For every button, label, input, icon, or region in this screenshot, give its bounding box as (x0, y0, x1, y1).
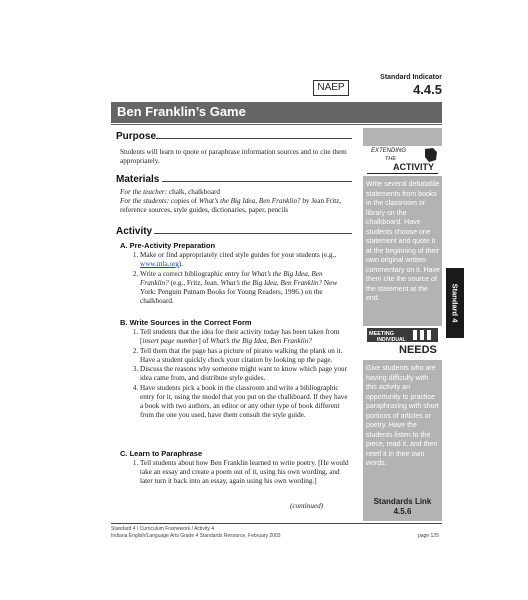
extending-activity-banner (363, 146, 442, 176)
banner-rule (367, 173, 438, 174)
section-c-title: C. Learn to Paraphrase (120, 449, 203, 458)
title-underline (111, 124, 442, 125)
meeting-word: MEETING (369, 331, 395, 337)
needs-text: Give students who are having difficulty with this activity an opportunity to practice paraphrasing with short portions of articles or poetry. Have the students listen to the piece, read it, and then retell it in their own words. (366, 365, 439, 467)
materials-heading: Materials (116, 174, 160, 185)
footer-line-2: Indiana English/Language Arts Grade 4 Standards Resource, February 2003 (111, 533, 281, 539)
section-a-list (126, 251, 350, 306)
purpose-rule (156, 138, 352, 139)
activity-word: ACTIVITY (393, 162, 435, 172)
extending-word: EXTENDING (371, 148, 407, 154)
list-item: 1. Tell students that the idea for their activity today has been taken from [insert page number] of What’s the Big Idea, Ben Franklin? (140, 328, 350, 346)
list-item: 3. Discuss the reasons why someone might want to know which page your idea came from, and distribute style guides. (140, 365, 350, 383)
section-b-list (126, 328, 350, 420)
naep-badge: NAEP (313, 80, 349, 96)
mla-link[interactable]: www.mla.org (140, 260, 179, 268)
page-title: Ben Franklin’s Game (117, 104, 246, 119)
footer-line-1: Standard 4 / Curriculum Framework / Activity 4 (111, 526, 215, 532)
footer-rule (111, 523, 442, 524)
list-item: 4. Have students pick a book in the classroom and write a bibliographic entry for it, using the model that you put on the chalkboard. If they have a book with two authors, an editor or any other type of book different from the one you used, have them consult the style guide. (140, 384, 350, 420)
section-c-list (126, 459, 350, 487)
needs-word: NEEDS (399, 344, 437, 356)
standard-tab-label: Standard 4 (450, 283, 460, 323)
standard-indicator-number: 4.4.5 (413, 82, 442, 97)
materials-rule (162, 181, 352, 182)
materials-students: For the students: copies of What’s the Big Idea, Ben Franklin? by Jean Fritz, reference sources, style guides, dictionaries, paper, pencils (120, 197, 342, 214)
list-item: 2. Write a correct bibliographic entry for What’s the Big Idea, Ben Franklin? (e.g., Fritz, Jean. What’s the Big Idea, Ben Franklin? New York: Penguin Putnam Books for Young Readers, 1996.) on the chalkboard. (140, 270, 350, 306)
list-item: 2. Tell them that the page has a picture of pirates walking the plank on it. Have a student quickly check your citation by looking up the page. (140, 347, 350, 365)
standard-tab (446, 268, 464, 338)
continued-label: (continued) (290, 502, 324, 510)
individual-word: INDIVIDUAL (377, 337, 406, 343)
materials-teacher: For the teacher: chalk, chalkboard (120, 188, 220, 196)
standards-link-label: Standards Link (373, 497, 432, 506)
extending-text: Write several debatable statements from books in the classroom or library on the chalkboard. Have students choose one statement and quote it at the beginning of their own original written commentary on it. Have them cite the source of the statement at the end. (366, 181, 440, 302)
section-b-title: B. Write Sources in the Correct Form (120, 318, 252, 327)
activity-heading: Activity (116, 226, 153, 237)
the-word: THE (385, 156, 396, 162)
purpose-text: Students will learn to quote or paraphrase information sources and to cite them appropriately. (120, 148, 347, 165)
section-a-title: A. Pre-Activity Preparation (120, 241, 216, 250)
purpose-heading: Purpose (116, 131, 157, 142)
standard-indicator-label: Standard Indicator (380, 74, 442, 81)
page-number: page 125 (418, 533, 439, 539)
meeting-needs-banner (363, 326, 442, 360)
standards-link-number: 4.5.6 (393, 507, 412, 516)
list-item: 1. Tell students about how Ben Franklin learned to write poetry. [He would take an essay and create a poem out of it, using his own wording, and later turn it back into an essay, again using his own wording.] (140, 459, 350, 486)
list-item: 1. Make or find appropriately cited style guides for your students (e.g., www.mla.org). (140, 251, 350, 269)
activity-rule (154, 233, 352, 234)
title-bar (111, 102, 442, 123)
